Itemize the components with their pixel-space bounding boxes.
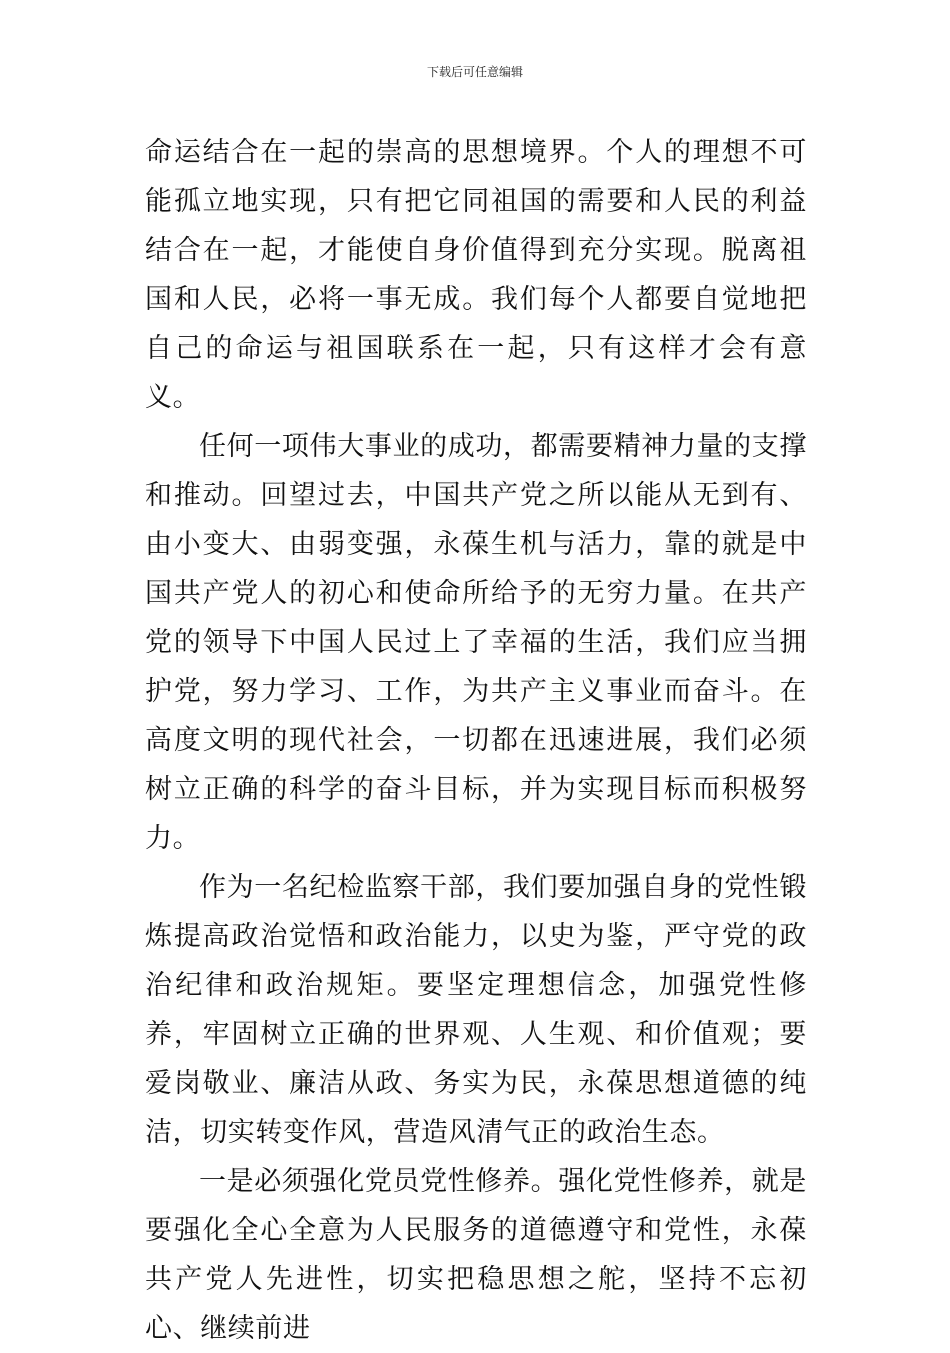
page-header: 下载后可任意编辑 [426,65,523,79]
paragraph-3: 作为一名纪检监察干部，我们要加强自身的党性锻炼提高政治觉悟和政治能力，以史为鉴，严守党的政治纪律和政治规矩。要坚定理想信念，加强党性修养，牢固树立正确的世界观、人生观、和价值观；要爱岗敬业、廉洁从政、务实为民，永葆思想道德的纯洁，切实转变作风，营造风清气正的政治生态。 [145,872,807,1148]
document-body [145,128,807,1353]
paragraph-2: 任何一项伟大事业的成功，都需要精神力量的支撑和推动。回望过去，中国共产党之所以能从无到有、由小变大、由弱变强，永葆生机与活力，靠的就是中国共产党人的初心和使命所给予的无穷力量。在共产党的领导下中国人民过上了幸福的生活，我们应当拥护党，努力学习、工作，为共产主义事业而奋斗。在高度文明的现代社会，一切都在迅速进展，我们必须树立正确的科学的奋斗目标，并为实现目标而积极努力。 [145,431,807,854]
paragraph-4: 一是必须强化党员党性修养。强化党性修养，就是要强化全心全意为人民服务的道德遵守和党性，永葆共产党人先进性，切实把稳思想之舵，坚持不忘初心、继续前进 [145,1166,807,1344]
paragraph-1: 命运结合在一起的崇高的思想境界。个人的理想不可能孤立地实现，只有把它同祖国的需要和人民的利益结合在一起，才能使自身价值得到充分实现。脱离祖国和人民，必将一事无成。我们每个人都要自觉地把自己的命运与祖国联系在一起，只有这样才会有意义。 [145,137,807,413]
